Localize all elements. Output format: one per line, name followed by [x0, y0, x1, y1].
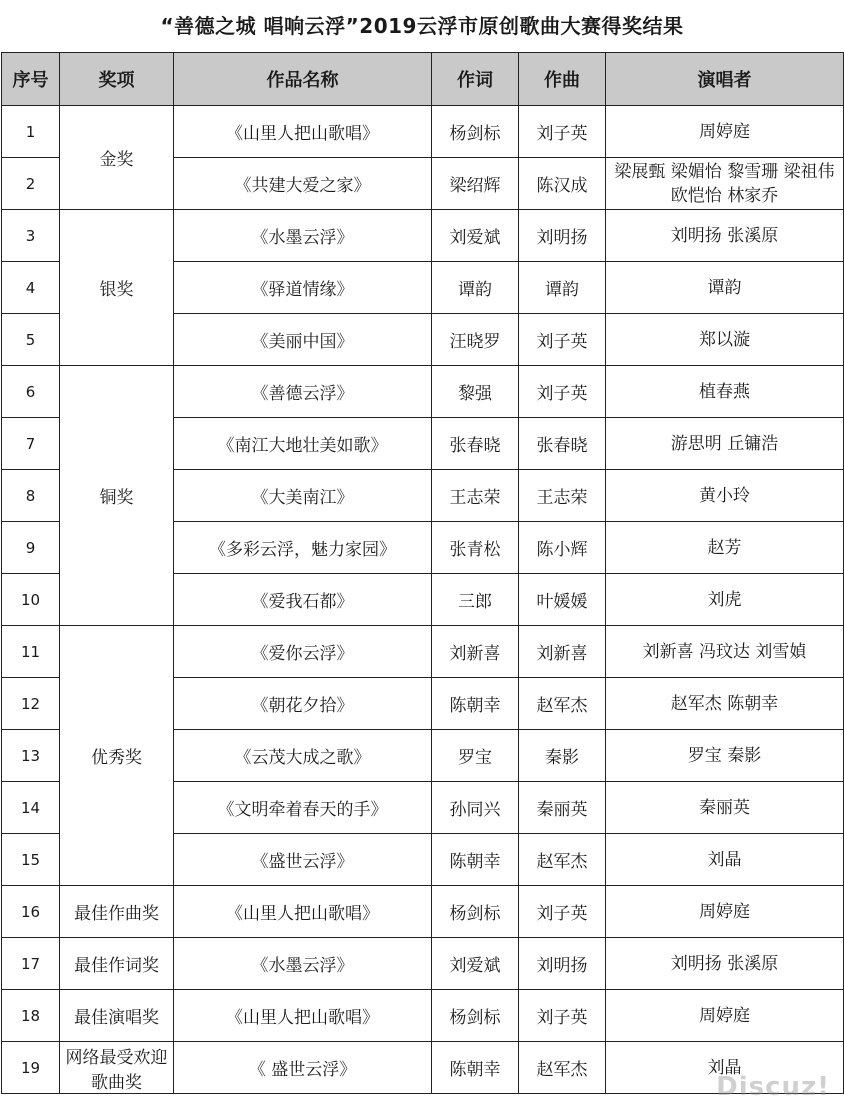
- lyricist: 谭韵: [432, 262, 519, 314]
- lyricist: 杨剑标: [432, 990, 519, 1042]
- song-title: 《文明牵着春天的手》: [174, 782, 432, 834]
- row-number: 10: [2, 574, 60, 626]
- song-title: 《共建大爱之家》: [174, 158, 432, 210]
- table-body: [2, 106, 844, 1094]
- composer: 刘子英: [519, 990, 606, 1042]
- site-watermark: Discuz!: [716, 1072, 830, 1102]
- lyricist: 刘爱斌: [432, 210, 519, 262]
- performer: 刘新喜 冯玟达 刘雪媜: [606, 626, 844, 678]
- performer: 黄小玲: [606, 470, 844, 522]
- lyricist: 刘新喜: [432, 626, 519, 678]
- performer: 秦丽英: [606, 782, 844, 834]
- lyricist: 刘爱斌: [432, 938, 519, 990]
- row-number: 15: [2, 834, 60, 886]
- performer: 植春燕: [606, 366, 844, 418]
- performer: 罗宝 秦影: [606, 730, 844, 782]
- table-row: [2, 938, 844, 990]
- row-number: 7: [2, 418, 60, 470]
- lyricist: 张春晓: [432, 418, 519, 470]
- lyricist: 黎强: [432, 366, 519, 418]
- performer: 游思明 丘镛浩: [606, 418, 844, 470]
- lyricist: 陈朝幸: [432, 678, 519, 730]
- row-number: 18: [2, 990, 60, 1042]
- row-number: 8: [2, 470, 60, 522]
- composer: 秦丽英: [519, 782, 606, 834]
- header-award: 奖项: [60, 53, 174, 106]
- performer: 刘晶: [606, 1042, 844, 1094]
- performer: 刘晶: [606, 834, 844, 886]
- header-lyricist: 作词: [432, 53, 519, 106]
- header-composer: 作曲: [519, 53, 606, 106]
- row-number: 13: [2, 730, 60, 782]
- award-name: 网络最受欢迎歌曲奖: [60, 1042, 174, 1094]
- table-row: [2, 626, 844, 678]
- song-title: 《多彩云浮，魅力家园》: [174, 522, 432, 574]
- lyricist: 陈朝幸: [432, 1042, 519, 1094]
- composer: 刘明扬: [519, 938, 606, 990]
- performer: 刘明扬 张溪原: [606, 938, 844, 990]
- performer: 周婷庭: [606, 886, 844, 938]
- performer: 赵芳: [606, 522, 844, 574]
- row-number: 6: [2, 366, 60, 418]
- song-title: 《盛世云浮》: [174, 834, 432, 886]
- lyricist: 王志荣: [432, 470, 519, 522]
- song-title: 《山里人把山歌唱》: [174, 990, 432, 1042]
- row-number: 3: [2, 210, 60, 262]
- table-row: [2, 990, 844, 1042]
- composer: 刘子英: [519, 106, 606, 158]
- performer: 谭韵: [606, 262, 844, 314]
- composer: 秦影: [519, 730, 606, 782]
- row-number: 14: [2, 782, 60, 834]
- award-name: 铜奖: [60, 366, 174, 626]
- composer: 刘子英: [519, 314, 606, 366]
- performer: 刘虎: [606, 574, 844, 626]
- composer: 赵军杰: [519, 834, 606, 886]
- row-number: 17: [2, 938, 60, 990]
- award-name: 银奖: [60, 210, 174, 366]
- lyricist: 孙同兴: [432, 782, 519, 834]
- table-row: [2, 106, 844, 158]
- lyricist: 三郎: [432, 574, 519, 626]
- lyricist: 罗宝: [432, 730, 519, 782]
- song-title: 《云茂大成之歌》: [174, 730, 432, 782]
- song-title: 《水墨云浮》: [174, 210, 432, 262]
- song-title: 《南江大地壮美如歌》: [174, 418, 432, 470]
- row-number: 4: [2, 262, 60, 314]
- lyricist: 陈朝幸: [432, 834, 519, 886]
- row-number: 12: [2, 678, 60, 730]
- composer: 张春晓: [519, 418, 606, 470]
- composer: 叶媛媛: [519, 574, 606, 626]
- song-title: 《山里人把山歌唱》: [174, 886, 432, 938]
- composer: 刘明扬: [519, 210, 606, 262]
- row-number: 9: [2, 522, 60, 574]
- lyricist: 张青松: [432, 522, 519, 574]
- song-title: 《爱我石都》: [174, 574, 432, 626]
- song-title: 《 盛世云浮》: [174, 1042, 432, 1094]
- table-row: [2, 886, 844, 938]
- award-name: 最佳作曲奖: [60, 886, 174, 938]
- composer: 谭韵: [519, 262, 606, 314]
- row-number: 11: [2, 626, 60, 678]
- performer: 郑以漩: [606, 314, 844, 366]
- composer: 王志荣: [519, 470, 606, 522]
- song-title: 《爱你云浮》: [174, 626, 432, 678]
- row-number: 16: [2, 886, 60, 938]
- song-title: 《水墨云浮》: [174, 938, 432, 990]
- table-header-row: [2, 53, 844, 106]
- song-title: 《驿道情缘》: [174, 262, 432, 314]
- song-title: 《善德云浮》: [174, 366, 432, 418]
- song-title: 《美丽中国》: [174, 314, 432, 366]
- row-number: 19: [2, 1042, 60, 1094]
- header-no: 序号: [2, 53, 60, 106]
- row-number: 2: [2, 158, 60, 210]
- performer: 刘明扬 张溪原: [606, 210, 844, 262]
- table-row: [2, 366, 844, 418]
- song-title: 《山里人把山歌唱》: [174, 106, 432, 158]
- composer: 刘子英: [519, 366, 606, 418]
- performer: 梁展甄 梁媚怡 黎雪珊 梁祖伟 欧恺怡 林家乔: [606, 158, 844, 210]
- page-title: “善德之城 唱响云浮”2019云浮市原创歌曲大赛得奖结果: [160, 14, 684, 38]
- award-name: 金奖: [60, 106, 174, 210]
- lyricist: 杨剑标: [432, 106, 519, 158]
- performer: 周婷庭: [606, 106, 844, 158]
- performer: 周婷庭: [606, 990, 844, 1042]
- table-row: [2, 210, 844, 262]
- award-name: 最佳作词奖: [60, 938, 174, 990]
- row-number: 5: [2, 314, 60, 366]
- lyricist: 杨剑标: [432, 886, 519, 938]
- composer: 陈小辉: [519, 522, 606, 574]
- composer: 刘子英: [519, 886, 606, 938]
- lyricist: 梁绍辉: [432, 158, 519, 210]
- row-number: 1: [2, 106, 60, 158]
- lyricist: 汪晓罗: [432, 314, 519, 366]
- composer: 赵军杰: [519, 1042, 606, 1094]
- composer: 陈汉成: [519, 158, 606, 210]
- performer: 赵军杰 陈朝幸: [606, 678, 844, 730]
- awards-table: [1, 52, 844, 1094]
- header-performer: 演唱者: [606, 53, 844, 106]
- award-name: 优秀奖: [60, 626, 174, 886]
- composer: 刘新喜: [519, 626, 606, 678]
- composer: 赵军杰: [519, 678, 606, 730]
- song-title: 《大美南江》: [174, 470, 432, 522]
- song-title: 《朝花夕拾》: [174, 678, 432, 730]
- header-song: 作品名称: [174, 53, 432, 106]
- award-name: 最佳演唱奖: [60, 990, 174, 1042]
